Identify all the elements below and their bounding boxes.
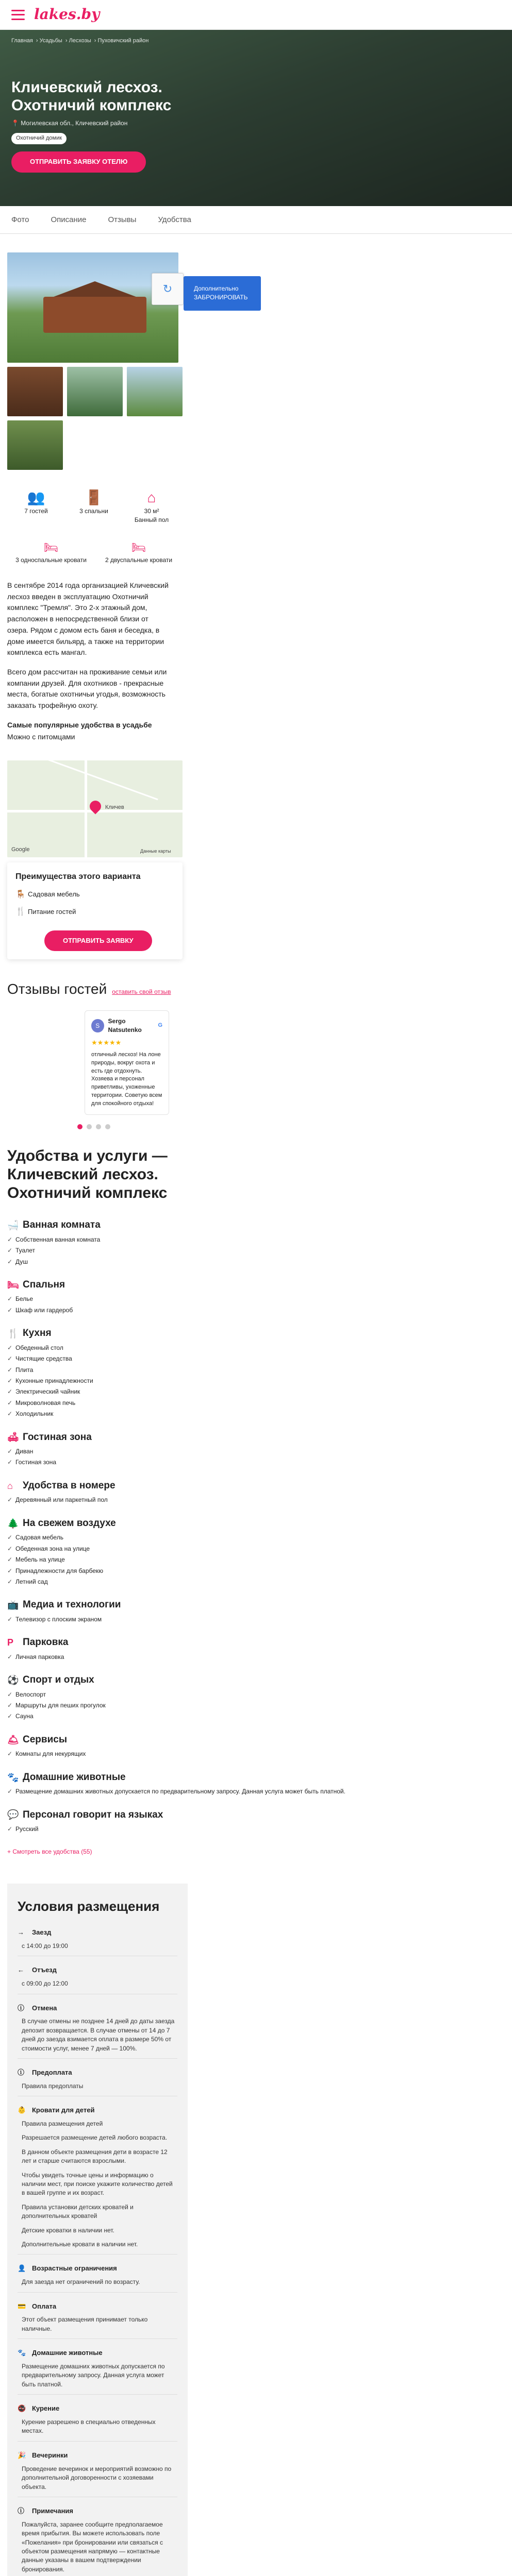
condition-line: Этот объект размещения принимает только наличные. — [22, 2316, 148, 2332]
amenity-item: ✓ Диван — [7, 1447, 505, 1456]
amenity-group — [7, 1598, 505, 1624]
condition-title — [18, 2451, 177, 2461]
amenity-group-title — [7, 1673, 505, 1687]
condition-title — [18, 2004, 177, 2013]
condition-title — [18, 1965, 177, 1975]
pet-icon: 🐾 — [18, 2349, 26, 2357]
amenity-group-label: Персонал говорит на языках — [23, 1809, 163, 1820]
amenity-group-title — [7, 1516, 505, 1531]
amenity-item: ✓ Собственная ванная комната — [7, 1235, 505, 1244]
checkin-icon: → — [18, 1928, 24, 1937]
condition-label: Домашние животные — [32, 2349, 103, 2357]
amenity-item: ✓ Мебель на улице — [7, 1555, 505, 1564]
amenities-list — [0, 1202, 512, 1834]
sport-icon: ⚽ — [7, 1674, 19, 1685]
advantage-label: Садовая мебель — [28, 890, 80, 899]
amenity-group-label: Ванная комната — [23, 1219, 101, 1231]
amenity-items — [7, 1496, 505, 1504]
amenity-items — [7, 1235, 505, 1266]
outdoor-icon: 🌲 — [7, 1518, 19, 1529]
bed-label: 3 односпальные кровати — [15, 556, 87, 564]
amenity-group-title — [7, 1479, 505, 1493]
amenity-item: ✓ Комнаты для некурящих — [7, 1750, 505, 1758]
condition-line: Проведение вечеринок и мероприятий возможно по дополнительной договоренности с хозяевами объекта. — [22, 2465, 172, 2490]
address-text: Могилевская обл., Кличевский район — [21, 119, 128, 127]
advantages-title: Преимущества этого варианта — [15, 872, 141, 881]
condition-value — [18, 2362, 177, 2389]
amenity-items — [7, 1653, 505, 1662]
carousel-dot[interactable] — [96, 1124, 101, 1129]
double-bed-icon: 🛏 — [131, 540, 146, 554]
condition-line: Правила установки детских кроватей и дополнительных кроватей — [22, 2203, 134, 2220]
site-logo[interactable]: lakes.by — [34, 6, 100, 23]
google-icon: G — [158, 1022, 162, 1029]
condition-label: Кровати для детей — [32, 2106, 95, 2114]
condition-value — [18, 2520, 177, 2576]
map-google-label: Google — [11, 846, 30, 853]
amenity-group — [7, 1326, 505, 1418]
tab-reviews[interactable]: Отзывы — [108, 215, 137, 224]
amenity-group-label: Спальня — [23, 1279, 65, 1290]
thumbnail[interactable] — [67, 367, 123, 416]
condition-row — [18, 2106, 177, 2255]
capacity-item — [123, 490, 180, 525]
amenity-group-label: На свежем воздухе — [23, 1517, 116, 1529]
condition-label: Отмена — [32, 2004, 57, 2012]
top-bar — [0, 0, 512, 30]
amenity-item: ✓ Личная парковка — [7, 1653, 505, 1662]
amenity-items — [7, 1447, 505, 1467]
review-text: отличный лесхоз! На лоне природы, вокруг охота и есть где отдохнуть. Хозяева и персонал приветливы, ухоженные территории. Советую всем для спокойного отдыха! — [91, 1051, 162, 1107]
smoking-icon: 🚭 — [18, 2404, 26, 2413]
bedrooms-icon: 🚪 — [85, 489, 103, 505]
photo-gallery — [0, 234, 512, 470]
condition-line: Размещение домашних животных допускается по предварительному запросу. Данная услуга может быть платной. — [22, 2363, 165, 2388]
age-icon: 👤 — [18, 2264, 26, 2273]
recaptcha-icon: ↻ — [162, 282, 173, 296]
condition-label: Предоплата — [32, 2069, 72, 2076]
show-all-amenities-link[interactable]: + Смотреть все удобства (55) — [7, 1848, 92, 1855]
map-data-label: Данные карты — [140, 849, 171, 854]
breadcrumb-item[interactable]: Усадьбы — [39, 38, 62, 44]
condition-line: В случае отмены не позднее 14 дней до даты заезда депозит возвращается. В случае отмены от 14 до 7 дней до заезда взимается оплата в размере 50% от стоимости услуг, менее 7 дней — 100%. — [22, 2018, 175, 2052]
tab-photos[interactable]: Фото — [11, 215, 29, 224]
capacity-label: 3 спальни — [79, 507, 108, 515]
condition-label: Возрастные ограничения — [32, 2264, 117, 2273]
popular-value: Можно с питомцами — [7, 733, 75, 741]
amenity-group-label: Гостиная зона — [23, 1431, 92, 1443]
divider — [18, 2338, 177, 2339]
thumbnail[interactable] — [127, 367, 183, 416]
amenity-item: ✓ Садовая мебель — [7, 1533, 505, 1542]
condition-row — [18, 1965, 177, 1994]
amenity-items — [7, 1344, 505, 1419]
condition-value — [18, 2120, 177, 2249]
advantage-item — [15, 889, 174, 901]
booking-widget[interactable]: Дополнительно ЗАБРОНИРОВАТЬ — [184, 276, 261, 311]
review-author — [91, 1017, 162, 1035]
amenity-group-title — [7, 1733, 505, 1747]
reviews-title: Отзывы гостей — [7, 981, 107, 997]
amenity-group-title — [7, 1218, 505, 1232]
condition-title — [18, 2506, 177, 2516]
thumbnail[interactable] — [7, 420, 63, 470]
amenity-item: ✓ Велоспорт — [7, 1690, 505, 1699]
condition-row — [18, 2404, 177, 2442]
thumbnail-row — [7, 367, 505, 416]
send-request-button[interactable]: ОТПРАВИТЬ ЗАЯВКУ — [44, 930, 152, 952]
condition-row — [18, 2348, 177, 2395]
condition-line: Дополнительные кровати в наличии нет. — [22, 2240, 138, 2248]
media-icon: 📺 — [7, 1600, 19, 1610]
prepay-icon: ⓘ — [18, 2069, 25, 2076]
condition-label: Курение — [32, 2404, 60, 2413]
divider — [18, 2441, 177, 2442]
amenity-items — [7, 1615, 505, 1624]
condition-row — [18, 2506, 177, 2576]
bed-icon: 🛏 — [44, 540, 58, 554]
review-card — [85, 1010, 169, 1115]
amenity-item: ✓ Душ — [7, 1258, 505, 1266]
amenity-item: ✓ Плита — [7, 1366, 505, 1375]
amenity-group-title — [7, 1430, 505, 1445]
amenity-items — [7, 1750, 505, 1758]
amenity-item: ✓ Сауна — [7, 1712, 505, 1721]
amenity-group-title — [7, 1635, 505, 1650]
amenity-item: ✓ Шкаф или гардероб — [7, 1306, 505, 1315]
amenity-group-label: Медиа и технологии — [23, 1599, 121, 1611]
advantage-item — [15, 906, 174, 918]
condition-line: Правила предоплаты — [22, 2082, 84, 2090]
amenity-item: ✓ Принадлежности для барбекю — [7, 1567, 505, 1575]
carousel-dots — [77, 1124, 512, 1129]
amenity-item: ✓ Обеденная зона на улице — [7, 1545, 505, 1553]
divider — [18, 2292, 177, 2293]
condition-row — [18, 2302, 177, 2340]
amenity-group — [7, 1430, 505, 1467]
recaptcha-badge[interactable] — [152, 273, 184, 305]
note-icon: ⓘ — [18, 2506, 25, 2515]
amenity-item: ✓ Белье — [7, 1295, 505, 1303]
condition-row — [18, 2264, 177, 2292]
condition-line: Пожалуйста, заранее сообщите предполагаемое время прибытия. Вы можете использовать поле «Пожелания» при бронировании или связаться с объектом размещения напрямую — контактные данные указаны в вашем подтверждении бронирования. — [22, 2520, 163, 2573]
amenity-item: ✓ Телевизор с плоским экраном — [7, 1615, 505, 1624]
amenity-group — [7, 1673, 505, 1721]
thumbnail[interactable] — [7, 367, 63, 416]
condition-title — [18, 2068, 177, 2078]
condition-value — [18, 1979, 177, 1988]
amenity-item: ✓ Деревянный или паркетный пол — [7, 1496, 505, 1504]
amenity-group-label: Спорт и отдых — [23, 1674, 94, 1686]
amenity-group — [7, 1218, 505, 1266]
amenity-group-title — [7, 1326, 505, 1341]
checkout-icon: ← — [18, 1966, 24, 1974]
condition-line: с 09:00 до 12:00 — [22, 1980, 68, 1988]
condition-title — [18, 2404, 177, 2414]
bed-item — [7, 539, 95, 565]
carousel-dot[interactable] — [87, 1124, 92, 1129]
amenity-group — [7, 1635, 505, 1662]
divider — [18, 2058, 177, 2059]
amenity-group-title — [7, 1808, 505, 1822]
capacity-row — [0, 470, 512, 525]
amenity-item: ✓ Обеденный стол — [7, 1344, 505, 1352]
request-button[interactable]: ОТПРАВИТЬ ЗАЯВКУ ОТЕЛЮ — [11, 151, 146, 173]
thumbnail-row — [7, 420, 505, 470]
reviewer-name: Sergo Natsutenko — [108, 1018, 142, 1034]
kitchen-icon: 🍴 — [7, 1328, 19, 1338]
amenity-group — [7, 1278, 505, 1315]
condition-value — [18, 2278, 177, 2286]
bedroom-icon: 🛏 — [7, 1279, 19, 1290]
amenity-items — [7, 1825, 505, 1834]
advantages-card — [7, 862, 183, 959]
beds-row — [0, 525, 512, 565]
condition-title — [18, 1928, 177, 1938]
menu-icon[interactable] — [11, 10, 25, 20]
amenity-item: ✓ Размещение домашних животных допускается по предварительному запросу. Данная услуга может быть платной. — [7, 1787, 505, 1796]
hero — [0, 30, 512, 206]
amenity-group-title — [7, 1598, 505, 1612]
map-road — [85, 760, 87, 857]
page-title: Кличевский лесхоз. Охотничий комплекс — [11, 78, 172, 114]
living-icon: 🛋 — [7, 1432, 19, 1443]
condition-label: Вечеринки — [32, 2451, 68, 2459]
amenity-group-title — [7, 1770, 505, 1785]
description-paragraph: В сентябре 2014 года организацией Кличевский лесхоз введен в эксплуатацию Охотничий комплекс "Тремля". Это 2-х этажный дом, расположен в непосредственной близи от озера. Рядом с домом есть баня и беседка, в доме имеется бильярд, а также на территории комплекса есть мангал. — [7, 581, 169, 657]
divider — [18, 2394, 177, 2395]
reviews-header — [0, 959, 512, 1000]
popular-title: Самые популярные удобства в усадьбе — [7, 720, 152, 729]
garden-furniture-icon: 🪑 — [15, 890, 26, 900]
condition-line: Чтобы увидеть точные цены и информацию о наличии мест, при поиске укажите количество детей в вашей группе и их возраст. — [22, 2171, 173, 2197]
photo-house-shape — [43, 297, 146, 333]
room-icon: ⌂ — [7, 1480, 13, 1491]
amenity-group-label: Сервисы — [23, 1734, 68, 1745]
services-icon: 🛎 — [7, 1734, 19, 1745]
amenity-group-label: Удобства в номере — [23, 1480, 115, 1491]
amenity-group — [7, 1733, 505, 1759]
breadcrumb-item[interactable]: Лесхозы — [69, 38, 91, 44]
condition-value — [18, 2017, 177, 2053]
condition-line: В данном объекте размещения дети в возрасте 12 лет и старше считаются взрослыми. — [22, 2148, 168, 2165]
condition-line: Курение разрешено в специально отведенных местах. — [22, 2418, 156, 2435]
payment-icon: 💳 — [18, 2302, 26, 2310]
amenity-group-label: Парковка — [23, 1637, 69, 1648]
condition-value — [18, 2418, 177, 2436]
amenity-group — [7, 1770, 505, 1797]
breadcrumb-item[interactable]: Пуховичский район — [97, 38, 149, 44]
amenity-item: ✓ Кухонные принадлежности — [7, 1377, 505, 1385]
amenity-item: ✓ Гостиная зона — [7, 1458, 505, 1467]
section-tabs — [0, 206, 512, 234]
cancel-icon: ⓘ — [18, 2004, 25, 2012]
condition-row — [18, 2068, 177, 2096]
address — [11, 119, 501, 128]
capacity-label: 7 гостей — [24, 507, 48, 515]
divider — [18, 2254, 177, 2255]
condition-value — [18, 2315, 177, 2333]
condition-line: Детские кроватки в наличии нет. — [22, 2226, 114, 2234]
description — [0, 565, 178, 743]
condition-value — [18, 1942, 177, 1951]
capacity-label: 30 м² Банный пол — [134, 507, 169, 524]
rating-stars-icon: ★★★★★ — [91, 1038, 122, 1046]
language-icon: 💬 — [7, 1809, 19, 1820]
amenity-items — [7, 1533, 505, 1586]
tab-amenities[interactable]: Удобства — [158, 215, 191, 224]
amenity-item: ✓ Маршруты для пеших прогулок — [7, 1701, 505, 1710]
pets-icon: 🐾 — [7, 1772, 19, 1783]
condition-title — [18, 2348, 177, 2358]
location-icon: 📍 — [11, 119, 21, 127]
amenity-group — [7, 1516, 505, 1587]
amenity-item: ✓ Чистящие средства — [7, 1354, 505, 1363]
condition-title — [18, 2264, 177, 2274]
bed-item — [95, 539, 183, 565]
bed-label: 2 двуспальные кровати — [105, 556, 173, 564]
carousel-dot[interactable] — [105, 1124, 110, 1129]
amenity-group — [7, 1479, 505, 1505]
amenity-item: ✓ Туалет — [7, 1246, 505, 1255]
breadcrumb: Главная › Усадьбы › Лесхозы › Пуховичский район — [11, 38, 149, 44]
avatar: S — [91, 1019, 104, 1032]
property-type-badge: Охотничий домик — [11, 133, 67, 144]
amenity-item: ✓ Микроволновая печь — [7, 1399, 505, 1408]
amenity-group — [7, 1808, 505, 1834]
capacity-item — [7, 490, 65, 525]
condition-line: с 14:00 до 19:00 — [22, 1942, 68, 1950]
condition-title — [18, 2302, 177, 2312]
condition-label: Отъезд — [32, 1966, 57, 1974]
amenity-item: ✓ Электрический чайник — [7, 1387, 505, 1396]
tab-description[interactable]: Описание — [51, 215, 87, 224]
carousel-dot[interactable] — [77, 1124, 82, 1129]
amenity-items — [7, 1690, 505, 1721]
area-icon: ⌂ — [147, 489, 156, 505]
party-icon: 🎉 — [18, 2451, 26, 2459]
meal-icon: 🍴 — [15, 907, 26, 917]
write-review-link[interactable]: оставить свой отзыв — [112, 988, 171, 996]
amenity-group-label: Кухня — [23, 1328, 52, 1339]
main-photo[interactable] — [7, 252, 178, 363]
condition-title — [18, 2106, 177, 2115]
amenities-title: Удобства и услуги — Кличевский лесхоз. Охотничий комплекс — [7, 1147, 168, 1202]
condition-value — [18, 2082, 177, 2091]
condition-line: Для заезда нет ограничений по возрасту. — [22, 2278, 140, 2286]
condition-row — [18, 2004, 177, 2059]
map-road — [31, 760, 158, 800]
guests-icon: 👥 — [27, 489, 45, 505]
condition-line: Правила размещения детей — [22, 2120, 103, 2128]
amenity-group-title — [7, 1278, 505, 1292]
amenity-item: ✓ Русский — [7, 1825, 505, 1834]
condition-label: Примечания — [32, 2506, 74, 2515]
conditions-title: Условия размещения — [18, 1899, 160, 1914]
amenity-item: ✓ Летний сад — [7, 1578, 505, 1586]
condition-label: Заезд — [32, 1928, 52, 1937]
condition-value — [18, 2465, 177, 2492]
conditions-panel — [7, 1884, 188, 2576]
location-map[interactable] — [7, 760, 183, 857]
amenity-group-label: Домашние животные — [23, 1771, 126, 1783]
condition-row — [18, 1928, 177, 1956]
amenity-items — [7, 1295, 505, 1315]
condition-row — [18, 2451, 177, 2497]
amenity-items — [7, 1787, 505, 1796]
map-city-label: Кличев — [105, 804, 124, 810]
advantage-label: Питание гостей — [28, 907, 76, 916]
bath-icon: 🛁 — [7, 1219, 19, 1230]
conditions-list — [18, 1928, 177, 2576]
condition-label: Оплата — [32, 2302, 57, 2310]
breadcrumb-item[interactable]: Главная — [11, 38, 33, 44]
parking-icon: P — [7, 1637, 14, 1648]
kids-icon: 👶 — [18, 2106, 26, 2114]
description-paragraph: Всего дом рассчитан на проживание семьи или компании друзей. Для охотников - прекрасные места, богатые охотничьи угодья, возможность заказать трофейную охоту. — [7, 667, 167, 709]
amenity-item: ✓ Холодильник — [7, 1410, 505, 1418]
condition-line: Разрешается размещение детей любого возраста. — [22, 2134, 168, 2142]
capacity-item — [65, 490, 123, 525]
